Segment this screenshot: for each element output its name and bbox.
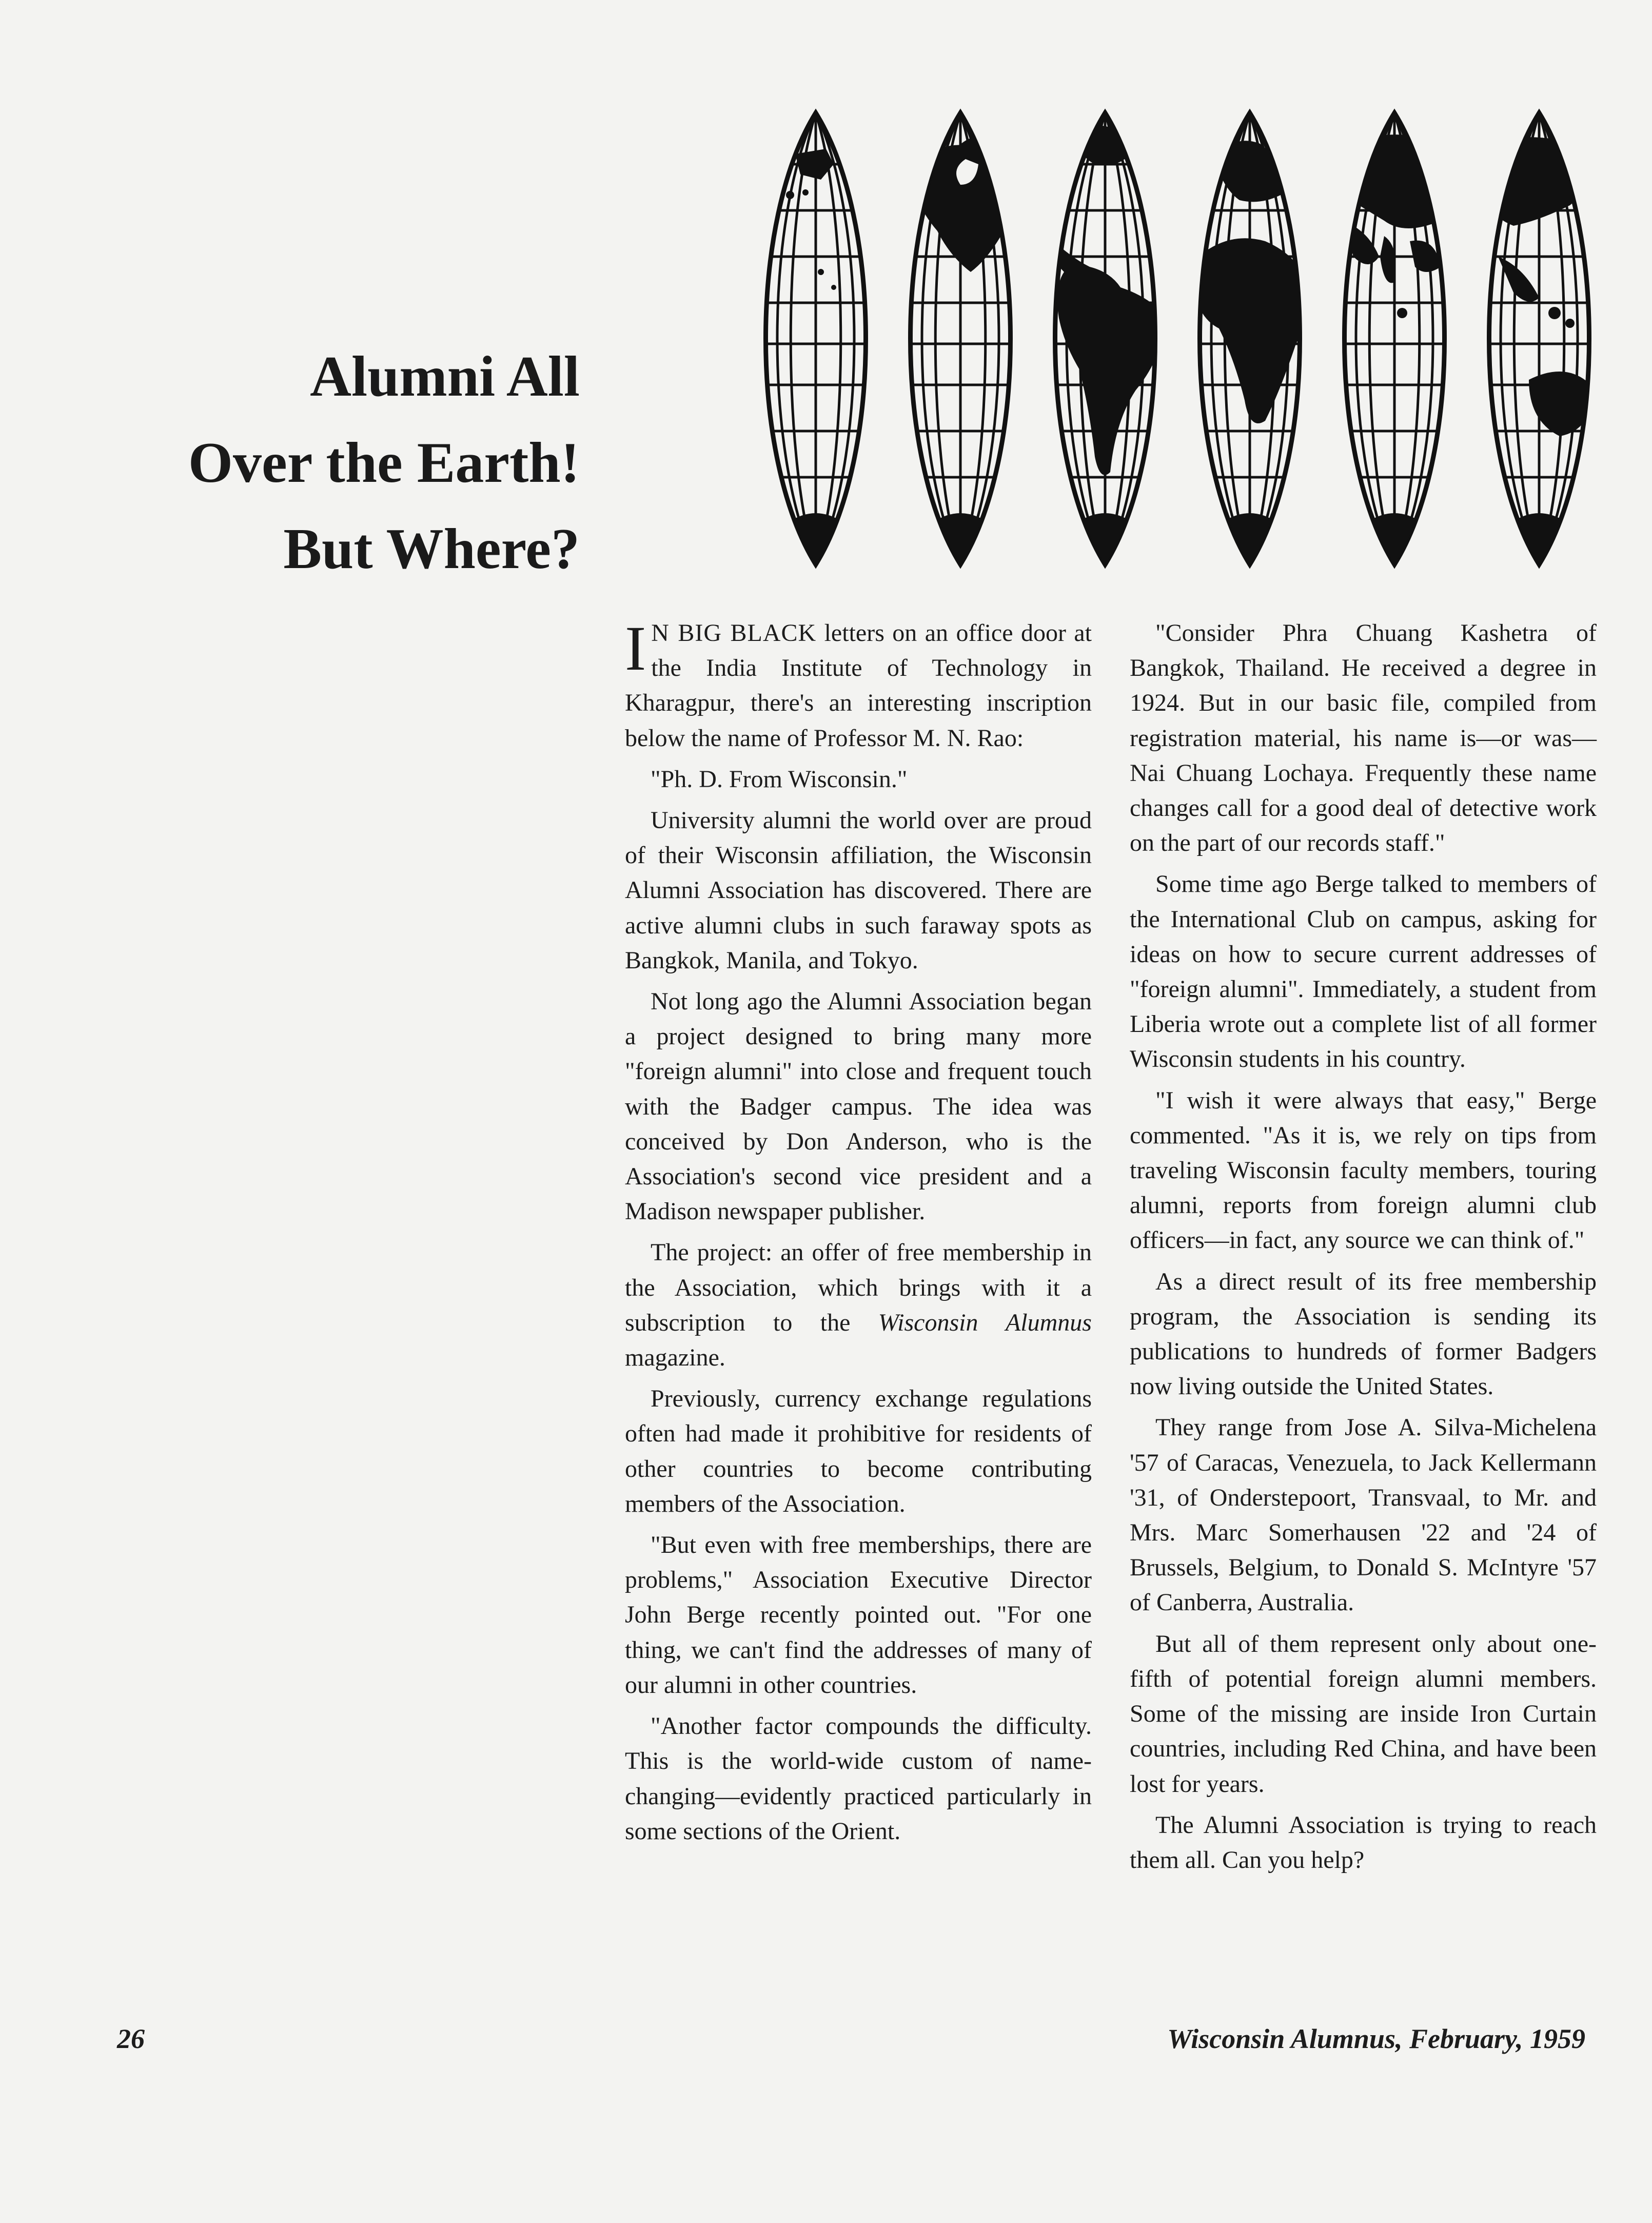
publication-footer: Wisconsin Alumnus, February, 1959 — [1167, 2023, 1585, 2054]
title-line-2: Over the Earth! — [188, 431, 580, 495]
article-paragraph: As a direct result of its free membership program, the Association is sending its publications to hundreds of former Badgers now living outside the United States. — [1130, 1268, 1597, 1400]
article-paragraph: Some time ago Berge talked to members of the International Club on campus, asking for ideas on how to secure current addresses of "foreign alumni". Immediately, a student from Liberia wrote out a complete list of all former Wisconsin students in his country. — [1130, 870, 1597, 1073]
paragraph-text: The project: an offer of free membership in the Association, which brings with it a subscription to the — [625, 1239, 1092, 1336]
article-title — [103, 334, 580, 592]
article-paragraph-lead — [625, 613, 1092, 756]
article-paragraph: They range from Jose A. Silva-Michelena '57 of Caracas, Venezuela, to Jack Kellermann '31, of Onderstepoort, Transvaal, to Mr. and Mrs. Marc Somerhausen '22 and '24 of Brussels, Belgium, to Donald S. McIntyre '57 of Canberra, Australia. — [1130, 1414, 1597, 1616]
page-number: 26 — [117, 2023, 145, 2054]
article-paragraph: Not long ago the Alumni Association began a project designed to bring many more "foreign alumni" into close and frequent touch with the Badger campus. The idea was conceived by Don Anderson, who is the Association's second vice president and a Madison newspaper publisher. — [625, 988, 1092, 1225]
article-paragraph: "Another factor compounds the difficulty. This is the world-wide custom of name-changing—evidently practiced particularly in some sections of the Orient. — [625, 1712, 1092, 1845]
title-line-3: But Where? — [283, 517, 580, 581]
article-paragraph: Previously, currency exchange regulations often had made it prohibitive for residents of other countries to become contributing members of the Association. — [625, 1385, 1092, 1517]
article-paragraph: "But even with free memberships, there are problems," Association Executive Director John Berge recently pointed out. "For one thing, we can't find the addresses of many of our alumni in other countries. — [625, 1531, 1092, 1699]
title-line-1: Alumni All — [310, 345, 580, 408]
article-paragraph: University alumni the world over are proud of their Wisconsin affiliation, the Wisconsin Alumni Association has discovered. There are active alumni clubs in such faraway spots as Bangkok, Manila, and Tokyo. — [625, 807, 1092, 974]
article-column-right — [1130, 616, 1597, 1884]
article-paragraph: "Ph. D. From Wisconsin." — [651, 765, 908, 793]
article-paragraph — [625, 1235, 1092, 1375]
lead-text: letters on an office door at the India Institute of Technology in Kharagpur, there's an interesting inscription below the name of Professor M. N. Rao: — [625, 619, 1092, 752]
article-paragraph: "Consider Phra Chuang Kashetra of Bangkok, Thailand. He received a degree in 1924. But in our basic file, compiled from registration material, his name is—or was—Nai Chuang Lochaya. Frequently these name changes call for a good deal of detective work on the part of our records staff." — [1130, 619, 1597, 857]
drop-cap: I — [625, 613, 646, 684]
article-paragraph: "I wish it were always that easy," Berge commented. "As it is, we rely on tips from traveling Wisconsin faculty members, touring alumni, reports from foreign alumni club officers—in fact, any source we can think of." — [1130, 1086, 1597, 1254]
paragraph-text: magazine. — [625, 1344, 725, 1372]
article-column-left — [625, 613, 1092, 1855]
article-paragraph: The Alumni Association is trying to reach them all. Can you help? — [1130, 1811, 1597, 1874]
world-map-gores-icon — [744, 103, 1616, 575]
magazine-name: Wisconsin Alumnus — [878, 1309, 1092, 1336]
article-paragraph: But all of them represent only about one-fifth of potential foreign alumni members. Some of the missing are inside Iron Curtain countries, including Red China, and have been lost for years. — [1130, 1630, 1597, 1798]
lead-caps: N BIG BLACK — [651, 619, 817, 647]
